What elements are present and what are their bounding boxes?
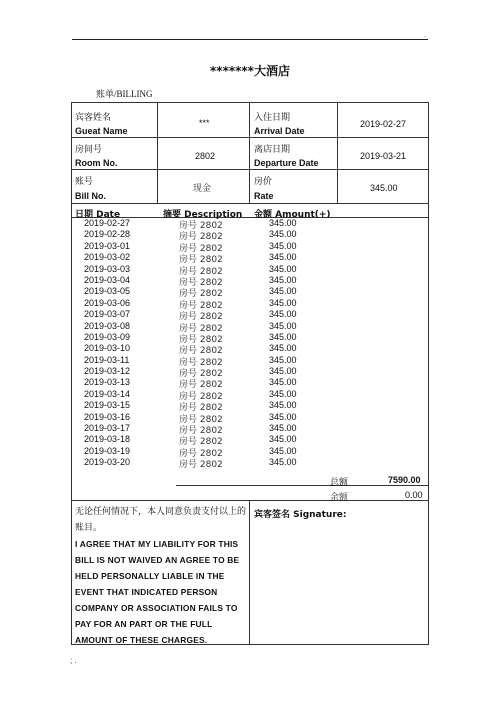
charge-row — [71, 252, 331, 266]
info-row-divider-2 — [71, 169, 429, 170]
document-title: *******大酒店 — [210, 64, 290, 78]
charge-description: 房号 2802 — [179, 232, 223, 243]
bill-no-label-cn: 账号 — [75, 177, 94, 187]
charge-row — [71, 321, 331, 332]
charge-description: 房号 2802 — [179, 221, 223, 231]
charge-amount: 345.00 — [269, 309, 297, 320]
document-subtitle: 账单/BILLING — [96, 89, 153, 99]
liability-notice — [75, 504, 247, 648]
charge-amount: 345.00 — [269, 388, 297, 399]
charge-row — [71, 229, 331, 243]
charge-row — [71, 412, 331, 423]
charge-amount: 345.00 — [269, 445, 297, 456]
charge-row — [71, 264, 331, 275]
charge-date: 2019-03-06 — [84, 297, 131, 308]
charge-date: 2019-03-09 — [84, 331, 131, 342]
charge-date: 2019-02-27 — [84, 218, 131, 228]
liability-notice-en: I AGREE THAT MY LIABILITY FOR THIS BILL IS NOT WAIVED AN AGREE TO BE HELD PERSONALLY LIABLE IN THE EVENT THAT INDICATED PERSON COMPANY OR ASSOCIATION FAILS TO PAY FOR AN PART OR THE FULL AMOUNT OF THESE CHARGES. — [75, 539, 240, 645]
charge-date: 2019-03-17 — [84, 423, 131, 434]
charge-description: 房号 2802 — [179, 414, 223, 425]
info-row-divider-3 — [71, 203, 429, 204]
charge-row — [71, 218, 331, 229]
balance-label: 余额 — [330, 493, 349, 503]
charge-list — [71, 218, 331, 469]
charge-description: 房号 2802 — [179, 312, 223, 323]
charge-description: 房号 2802 — [179, 369, 223, 380]
charge-row — [71, 298, 331, 309]
charge-date: 2019-03-01 — [84, 240, 131, 251]
charge-description: 房号 2802 — [179, 437, 223, 448]
bottom-mark: ; . — [70, 656, 77, 665]
total-label: 总额 — [330, 478, 349, 488]
charge-date: 2019-02-28 — [84, 229, 131, 240]
room-label-en: Room No. — [75, 158, 118, 168]
charge-amount: 345.00 — [269, 297, 297, 308]
balance-value: 0.00 — [405, 490, 423, 500]
charge-date: 2019-03-18 — [84, 434, 131, 445]
charge-date: 2019-03-13 — [84, 377, 131, 388]
charge-amount: 345.00 — [269, 400, 297, 411]
rate-label-cn: 房价 — [254, 177, 273, 187]
charge-amount: 345.00 — [269, 218, 297, 228]
charge-date: 2019-03-04 — [84, 274, 131, 285]
charge-amount: 345.00 — [269, 423, 297, 434]
charge-amount: 345.00 — [269, 263, 297, 274]
info-center-divider — [249, 102, 250, 203]
charge-row — [71, 423, 331, 437]
charge-row — [71, 446, 331, 457]
footer-center-divider — [249, 500, 250, 645]
charge-amount: 345.00 — [269, 252, 297, 263]
departure-label-cn: 离店日期 — [254, 145, 291, 155]
charge-description: 房号 2802 — [179, 277, 223, 288]
column-header-description: 摘要 Description — [163, 210, 243, 220]
charge-amount: 345.00 — [269, 366, 297, 377]
signature-label: 宾客签名 Signature: — [254, 510, 347, 520]
charge-amount: 345.00 — [269, 343, 297, 354]
charge-row — [71, 343, 331, 357]
arrival-value: 2019-02-27 — [360, 119, 407, 129]
charge-date: 2019-03-16 — [84, 411, 131, 422]
charge-row — [71, 286, 331, 300]
charge-amount: 345.00 — [269, 411, 297, 422]
rate-value: 345.00 — [370, 183, 398, 193]
charge-date: 2019-03-02 — [84, 252, 131, 263]
departure-value: 2019-03-21 — [360, 151, 407, 161]
charge-description: 房号 2802 — [179, 334, 223, 345]
charge-date: 2019-03-11 — [84, 354, 130, 365]
charge-row — [71, 241, 331, 252]
charge-amount: 345.00 — [269, 286, 297, 297]
charge-description: 房号 2802 — [179, 391, 223, 402]
charge-date: 2019-03-19 — [84, 445, 131, 456]
total-value: 7590.00 — [388, 475, 421, 485]
charge-date: 2019-03-07 — [84, 309, 131, 320]
charge-date: 2019-03-14 — [84, 388, 131, 399]
footer-divider — [71, 500, 429, 501]
charge-description: 房号 2802 — [179, 323, 223, 334]
charge-date: 2019-03-12 — [84, 366, 131, 377]
charge-date: 2019-03-20 — [84, 457, 131, 468]
charge-description: 房号 2802 — [179, 380, 223, 391]
column-header-date: 日期 Date — [75, 210, 121, 220]
charge-amount: 345.00 — [269, 320, 297, 331]
charge-description: 房号 2802 — [179, 289, 223, 300]
charge-description: 房号 2802 — [179, 243, 223, 254]
room-value: 2802 — [195, 151, 216, 161]
charge-row — [71, 275, 331, 286]
rate-label-en: Rate — [254, 191, 274, 201]
top-mark: . — [424, 32, 426, 39]
total-rule — [176, 485, 429, 486]
charge-description: 房号 2802 — [179, 448, 223, 459]
charge-description: 房号 2802 — [179, 255, 223, 266]
charge-description: 房号 2802 — [179, 346, 223, 357]
bill-no-label-en: Bill No. — [75, 191, 106, 201]
charge-description: 房号 2802 — [179, 300, 223, 311]
charge-amount: 345.00 — [269, 240, 297, 251]
charge-row — [71, 457, 331, 471]
charge-date: 2019-03-03 — [84, 263, 131, 274]
room-label-cn: 房间号 — [75, 145, 103, 155]
charge-description: 房号 2802 — [179, 426, 223, 437]
charge-amount: 345.00 — [269, 377, 297, 388]
charge-row — [71, 309, 331, 323]
charge-description: 房号 2802 — [179, 460, 223, 471]
arrival-label-en: Arrival Date — [254, 126, 305, 136]
charge-date: 2019-03-08 — [84, 320, 131, 331]
charge-row — [71, 332, 331, 343]
top-rule — [72, 39, 428, 40]
info-right-divider — [337, 102, 338, 203]
charge-row — [71, 366, 331, 380]
liability-notice-cn: 无论任何情况下，本人同意负责支付以上的账目。 — [75, 507, 247, 533]
guest-name-value: *** — [199, 118, 210, 128]
info-left-divider — [157, 102, 158, 203]
charge-amount: 345.00 — [269, 457, 297, 468]
charge-date: 2019-03-10 — [84, 343, 131, 354]
info-row-divider-1 — [71, 137, 429, 138]
charge-row — [71, 377, 331, 391]
charge-row — [71, 434, 331, 448]
charge-amount: 345.00 — [269, 354, 297, 365]
charge-amount: 345.00 — [269, 229, 297, 240]
guest-name-label-cn: 宾客姓名 — [75, 113, 112, 123]
charge-amount: 345.00 — [269, 434, 297, 445]
charge-date: 2019-03-05 — [84, 286, 131, 297]
charge-row — [71, 389, 331, 400]
departure-label-en: Departure Date — [254, 158, 319, 168]
charge-amount: 345.00 — [269, 331, 297, 342]
charge-description: 房号 2802 — [179, 357, 223, 368]
charge-date: 2019-03-15 — [84, 400, 131, 411]
charge-row — [71, 355, 331, 366]
guest-name-label-en: Gueat Name — [75, 126, 128, 136]
column-header-amount: 金额 Amount(+) — [254, 210, 331, 220]
charge-description: 房号 2802 — [179, 266, 223, 277]
bill-no-value: 现金 — [193, 184, 212, 194]
charge-description: 房号 2802 — [179, 403, 223, 414]
arrival-label-cn: 入住日期 — [254, 113, 291, 123]
charge-amount: 345.00 — [269, 274, 297, 285]
charge-row — [71, 400, 331, 414]
